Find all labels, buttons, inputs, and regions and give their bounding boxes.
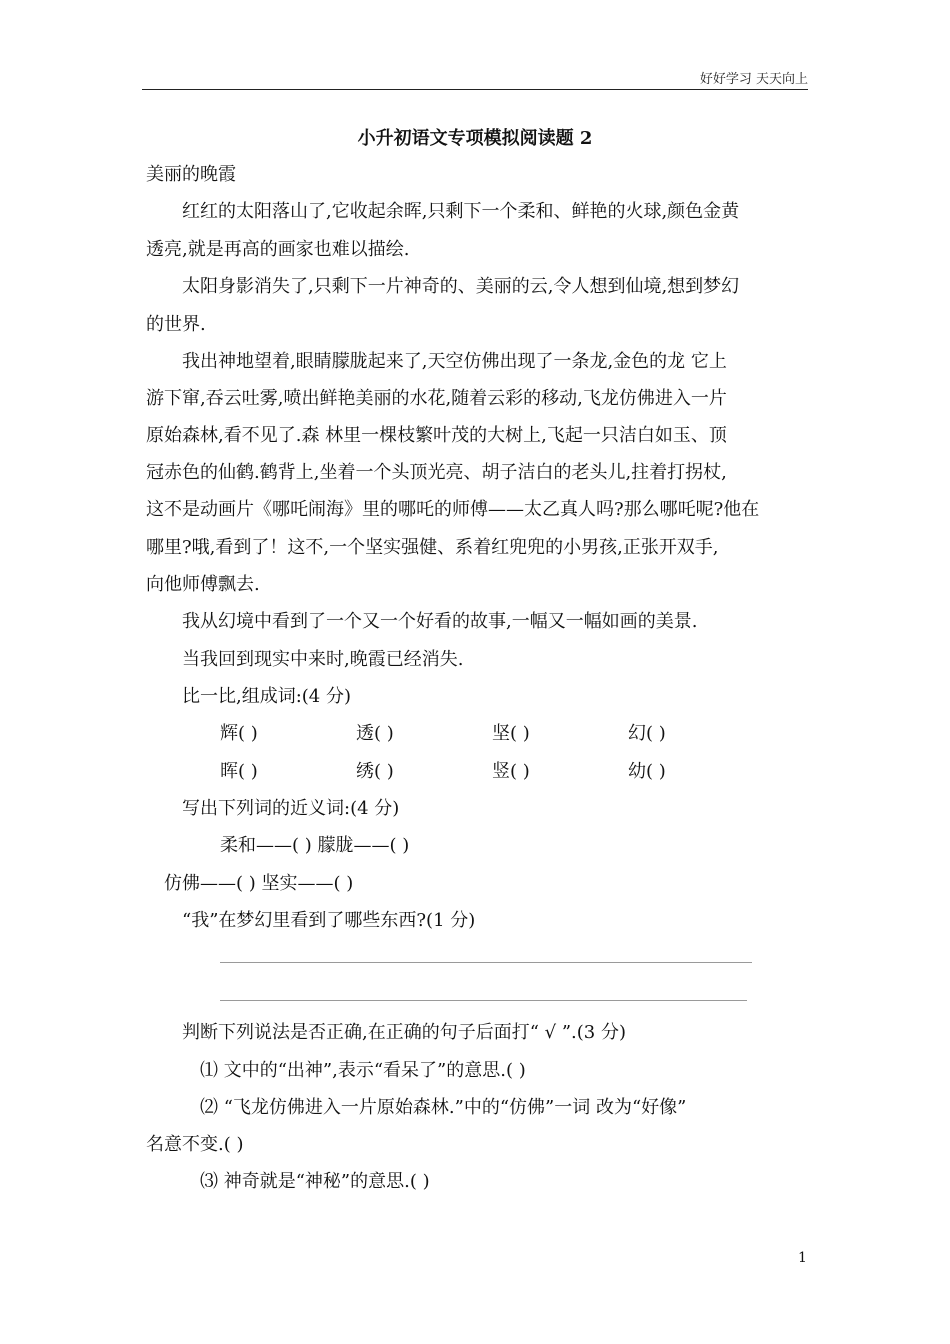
passage-line: 这不是动画片《哪吒闹海》里的哪吒的师傅——太乙真人吗?那么哪吒呢?他在 xyxy=(146,499,760,520)
q4-item: ⑵ “飞龙仿佛进入一片原始森林.”中的“仿佛”一词 改为“好像” xyxy=(200,1097,687,1118)
passage-line: 原始森林,看不见了.森 林里一棵枝繁叶茂的大树上,飞起一只洁白如玉、顶 xyxy=(146,425,727,446)
q1-blank[interactable]: 辉( ) xyxy=(220,723,258,744)
passage-line: 太阳身影消失了,只剩下一片神奇的、美丽的云,令人想到仙境,想到梦幻 xyxy=(182,276,740,297)
passage-line: 哪里?哦,看到了！这不,一个坚实强健、系着红兜兜的小男孩,正张开双手, xyxy=(146,537,719,558)
q1-prompt: 比一比,组成词:(4 分) xyxy=(182,686,352,707)
q2-line[interactable]: 仿佛——( ) 坚实——( ) xyxy=(164,873,354,894)
q1-blank[interactable]: 竖( ) xyxy=(492,761,530,782)
q2-prompt: 写出下列词的近义词:(4 分) xyxy=(182,798,400,819)
q4-item: 名意不变.( ) xyxy=(146,1134,244,1155)
passage-line: 透亮,就是再高的画家也难以描绘. xyxy=(146,239,410,260)
page-header: 好好学习 天天向上 xyxy=(699,72,808,87)
q1-row xyxy=(220,719,764,745)
passage-line: 游下窜,吞云吐雾,喷出鲜艳美丽的水花,随着云彩的移动,飞龙仿佛进入一片 xyxy=(146,388,727,409)
q2-line[interactable]: 柔和——( ) 朦胧——( ) xyxy=(220,835,410,856)
page-number: 1 xyxy=(798,1250,807,1266)
passage-line: 红红的太阳落山了,它收起余晖,只剩下一个柔和、鲜艳的火球,颜色金黄 xyxy=(182,201,740,222)
q4-item: ⑴ 文中的“出神”,表示“看呆了”的意思.( ) xyxy=(200,1060,526,1081)
passage-line: 冠赤色的仙鹤.鹤背上,坐着一个头顶光亮、胡子洁白的老头儿,拄着打拐杖, xyxy=(146,462,727,483)
q1-blank[interactable]: 幻( ) xyxy=(628,723,666,744)
passage-heading: 美丽的晚霞 xyxy=(146,164,236,185)
q1-blank[interactable]: 幼( ) xyxy=(628,761,666,782)
q1-blank[interactable]: 晖( ) xyxy=(220,761,258,782)
q4-prompt: 判断下列说法是否正确,在正确的句子后面打“ √ ”.(3 分) xyxy=(182,1022,626,1043)
q1-blank[interactable]: 透( ) xyxy=(356,723,394,744)
q3-prompt: “我”在梦幻里看到了哪些东西?(1 分) xyxy=(182,910,476,931)
answer-line[interactable] xyxy=(220,962,752,963)
q1-row xyxy=(220,757,764,783)
q1-blank[interactable]: 绣( ) xyxy=(356,761,394,782)
answer-line[interactable] xyxy=(220,1000,747,1001)
q4-item: ⑶ 神奇就是“神秘”的意思.( ) xyxy=(200,1171,430,1192)
passage-line: 我从幻境中看到了一个又一个好看的故事,一幅又一幅如画的美景. xyxy=(182,611,698,632)
passage-line: 我出神地望着,眼睛朦胧起来了,天空仿佛出现了一条龙,金色的龙 它上 xyxy=(182,351,727,372)
q1-blank[interactable]: 坚( ) xyxy=(492,723,530,744)
passage-line: 的世界. xyxy=(146,314,206,335)
document-title: 小升初语文专项模拟阅读题 2 xyxy=(357,128,593,149)
passage-line: 当我回到现实中来时,晚霞已经消失. xyxy=(182,649,464,670)
passage-line: 向他师傅飘去. xyxy=(146,574,260,595)
header-rule xyxy=(142,89,808,90)
